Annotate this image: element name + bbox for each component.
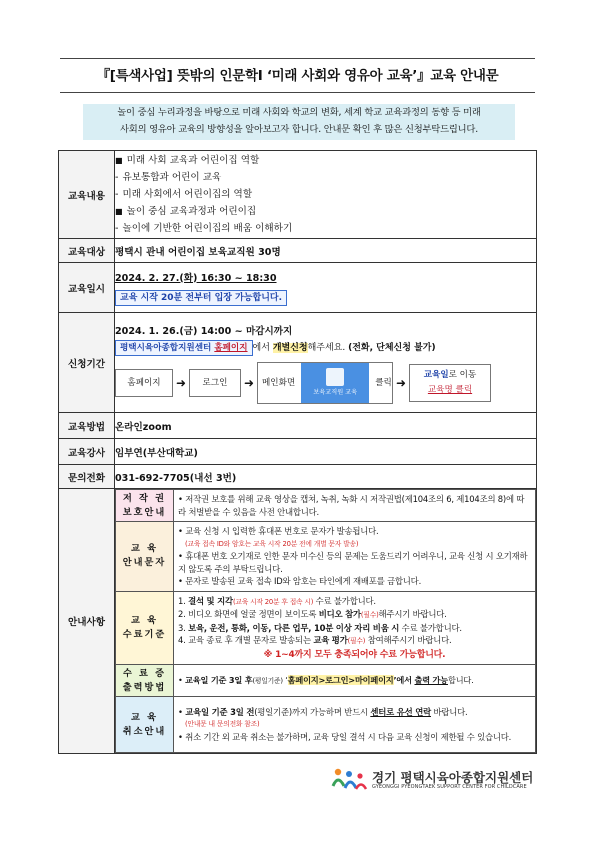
certificate-label: 수 료 증 출력방법 — [116, 665, 174, 697]
title-bottom-rule — [60, 92, 535, 93]
instructor-label: 교육강사 — [59, 439, 115, 465]
content-label: 교육내용 — [59, 151, 115, 239]
flow-homepage: 홈페이지 — [115, 369, 173, 397]
sms-text: • 교육 신청 시 입력한 휴대폰 번호로 문자가 발송됩니다. (교육 접속 ID와 암호는 교육 시작 20분 전에 개별 문자 발송) • 휴대폰 번호 오기재로 인한 문자 미수신 등의 문제는 도움드리기 어려우니, 교육 신청 시 오기재하지 않도록 주의 부탁드립니다. • 문자로 발송된 교육 접속 ID와 암호는 타인에게 재배포를 금합니다. — [174, 522, 536, 592]
cancel-text: • 교육일 기준 3일 전(평일기준)까지 가능하며 반드시 센터로 유선 연락 바랍니다. (안내문 내 문의전화 참조) • 취소 기간 외 교육 취소는 불가하며, 교육 당일 결석 시 다음 교육 신청이 제한될 수 있습니다. — [174, 697, 536, 753]
center-name-korean: 경기 평택시육아종합지원센터 — [372, 770, 534, 785]
flow-education-day: 교육일로 이동 교육명 클릭 — [409, 364, 491, 402]
content-item: - 미래 사회에서 어린이집의 역할 — [115, 189, 253, 200]
notice-label: 안내사항 — [59, 489, 115, 754]
intro-line: 사회의 영유아 교육의 방향성을 알아보고자 합니다. 안내문 확인 후 많은 신청부탁드립니다. — [120, 124, 478, 135]
phone-label: 문의전화 — [59, 465, 115, 489]
center-logo-icon — [330, 766, 368, 792]
training-banner: 보육교직원 교육 — [301, 363, 369, 403]
cancel-label: 교 육 취소안내 — [116, 697, 174, 753]
certificate-text: • 교육일 기준 3일 후(평일기준) ‘홈페이지>로그인>마이페이지’에서 출력 가능합니다. — [174, 665, 536, 697]
title-top-rule — [60, 58, 535, 59]
method-label: 교육방법 — [59, 413, 115, 439]
criteria-text: 1. 결석 및 지각(교육 시작 20분 후 접속 시) 수료 불가합니다. 2. 비디오 화면에 얼굴 정면이 보이도록 비디오 참가(필수)해주시기 바랍니다. 3. 보육, 운전, 통화, 이동, 다른 업무, 10분 이상 자리 비움 시 수료 불가합니다. 4. 교육 종료 후 개별 문자로 발송되는 교육 평가(필수) 참여해주시기 바랍니다. ※ 1~4까지 모두 충족되어야 수료 가능합니다. — [174, 591, 536, 665]
method-value: 온라인zoom — [115, 413, 537, 439]
content-item: ■ 놀이 중심 교육과정과 어린이집 — [115, 206, 257, 217]
copyright-label: 저 작 권 보호안내 — [116, 490, 174, 522]
homepage-link[interactable]: 홈페이지 — [214, 342, 248, 353]
copyright-text: • 저작권 보호를 위해 교육 영상을 캡쳐, 녹취, 녹화 시 저작권법(제104조의 6, 제104조의 8)에 따라 처벌받을 수 있음을 사전 안내합니다. — [174, 490, 536, 522]
arrow-icon: ➜ — [395, 375, 407, 390]
info-table — [58, 150, 537, 754]
arrow-icon: ➜ — [175, 375, 187, 390]
criteria-emphasis: ※ 1~4까지 모두 충족되어야 수료 가능합니다. — [263, 649, 446, 660]
intro-line: 놀이 중심 누리과정을 바탕으로 미래 사회와 학교의 변화, 세계 학교 교육과정의 동향 등 미래 — [117, 107, 481, 118]
date-value: 2024. 2. 27.(화) 16:30 ~ 18:30 — [115, 272, 277, 284]
apply-period: 2024. 1. 26.(금) 14:00 ~ 마감시까지 — [115, 325, 293, 337]
intro-box — [83, 104, 515, 140]
content-list — [115, 151, 537, 239]
apply-instructions: 평택시육아종합지원센터 홈페이지 에서 개별신청해주세요. (전화, 단체신청 불가) — [115, 340, 536, 357]
target-value: 평택시 관내 어린이집 보육교직원 30명 — [115, 239, 537, 263]
apply-site: 평택시육아종합지원센터 홈페이지 — [115, 340, 253, 356]
target-label: 교육대상 — [59, 239, 115, 263]
flow-main-screen: 메인화면 보육교직원 교육 클릭 — [257, 362, 393, 404]
apply-flow — [115, 363, 536, 403]
content-item: - 놀이에 기반한 어린이집의 배움 이해하기 — [115, 223, 293, 234]
criteria-label: 교 육 수료기준 — [116, 591, 174, 665]
content-item: - 유보통합과 어린이 교육 — [115, 172, 222, 183]
sms-label: 교 육 안내문자 — [116, 522, 174, 592]
flow-login: 로그인 — [189, 369, 241, 397]
book-icon — [326, 368, 344, 386]
content-item: ■ 미래 사회 교육과 어린이집 역할 — [115, 155, 260, 166]
instructor-value: 임부연(부산대학교) — [115, 439, 537, 465]
center-name-english: GYEONGGI PYEONGTAEK SUPPORT CENTER FOR CHILDCARE — [372, 784, 527, 790]
date-label: 교육일시 — [59, 263, 115, 313]
center-logo — [330, 766, 536, 792]
arrow-icon: ➜ — [243, 375, 255, 390]
apply-label: 신청기간 — [59, 313, 115, 413]
notice-table — [115, 489, 536, 753]
date-note: 교육 시작 20분 전부터 입장 가능합니다. — [115, 290, 287, 306]
phone-value: 031-692-7705(내선 3번) — [115, 465, 537, 489]
page-title: 『[특색사업] 뜻밖의 인문학Ⅰ ‘미래 사회와 영유아 교육’』교육 안내문 — [96, 68, 499, 84]
